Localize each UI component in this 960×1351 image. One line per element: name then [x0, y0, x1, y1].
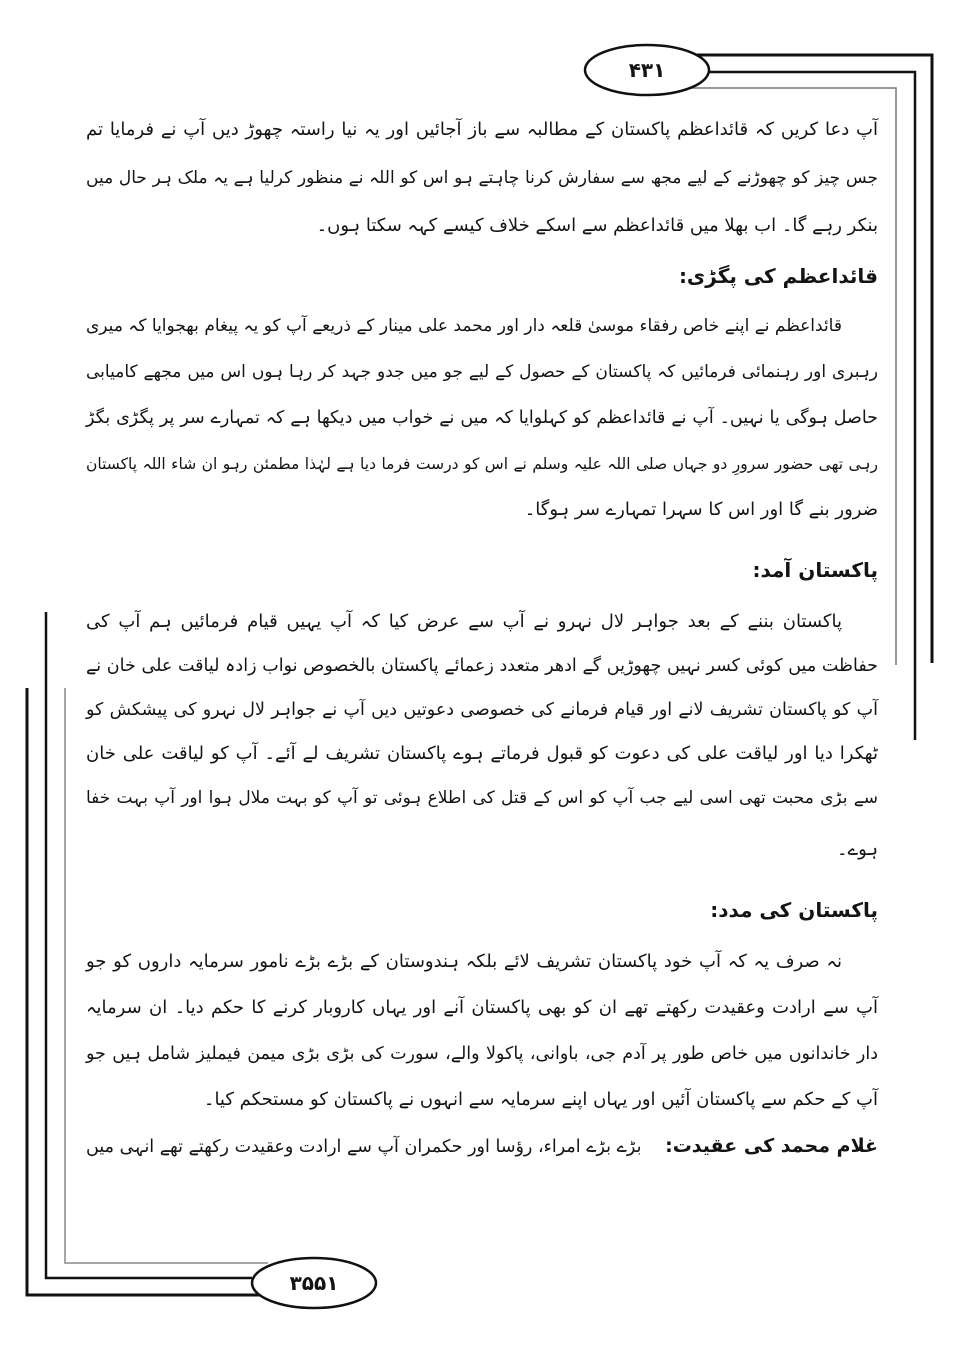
text-line: رہی تھی حضور سرورِ دو جہاں صلی اللہ علیہ وسلم نے اس کو درست فرما دیا ہے لہٰذا مطمئن رہو ان شاء اللہ پاکستان [86, 455, 878, 473]
text-line: ضرور بنے گا اور اس کا سہرا تمہارے سر ہوگا۔ [524, 499, 878, 520]
section-heading-pakistan-amad: پاکستان آمد: [752, 558, 878, 582]
text-line: پاکستان بننے کے بعد جواہر لال نہرو نے آپ سے عرض کیا کہ آپ یہیں قیام فرمائیں ہم آپ کی [86, 611, 842, 632]
text-line: جس چیز کو چھوڑنے کے لیے مجھ سے سفارش کرنا چاہتے ہو اس کو اللہ نے منظور کرلیا ہے یہ ملک ہر حال میں [86, 168, 878, 188]
text-line: آپ دعا کریں کہ قائداعظم پاکستان کے مطالبہ سے باز آجائیں اور یہ نیا راستہ چھوڑ دیں آپ نے فرمایا تم [86, 119, 878, 140]
text-line: حفاظت میں کوئی کسر نہیں چھوڑیں گے ادھر متعدد زعمائے پاکستان بالخصوص نواب زادہ لیاقت علی خان نے [86, 656, 878, 676]
text-line: آپ کو پاکستان تشریف لانے اور قیام فرمانے کی خصوصی دعوتیں دیں آپ نے جواہر لال نہرو کی پیشکش کو [86, 700, 878, 720]
text-line: ٹھکرا دیا اور لیاقت علی کی دعوت کو قبول فرماتے ہوے پاکستان تشریف لے آئے۔ آپ کو لیاقت علی خان [86, 743, 878, 764]
text-line-ghulam-muhammad [86, 1126, 878, 1166]
text-line: رہبری اور رہنمائی فرمائیں کہ پاکستان کے حصول کے لیے جو میں جدو جہد کر رہا ہوں اس میں مجھے کامیابی [86, 362, 878, 382]
section-heading-pakistan-madad: پاکستان کی مدد: [710, 898, 878, 922]
section-heading-quaid-pagri: قائداعظم کی پگڑی: [678, 264, 878, 288]
text-line: دار خاندانوں میں خاص طور پر آدم جی، باوانی، پاکولا والے، سورت کی بڑی بڑی میمن فیملیز شامل ہیں جو [86, 1044, 878, 1064]
text-line: آپ کے حکم سے پاکستان آئیں اور یہاں اپنے سرمایہ سے انہوں نے پاکستان کو مستحکم کیا۔ [203, 1089, 878, 1110]
section-heading-ghulam-muhammad: غلام محمد کی عقیدت: [665, 1135, 878, 1157]
text-line: سے بڑی محبت تھی اسی لیے جب آپ کو اس کے قتل کی اطلاع ہوئی تو آپ کو بہت ملال ہوا اور آپ بہت خفا [86, 788, 878, 808]
text-line: آپ سے ارادت وعقیدت رکھتے تھے ان کو بھی پاکستان آنے اور یہاں کاروبار کرنے کا حکم دیا۔ ان سرمایہ [86, 997, 878, 1018]
text-line: بڑے بڑے امراء، رؤسا اور حکمران آپ سے ارادت وعقیدت رکھتے تھے انہی میں [86, 1137, 642, 1157]
page-number-top: ۴۳۱ [628, 58, 666, 82]
page-number-bottom: ۳۵۵۱ [289, 1271, 339, 1295]
text-line: نہ صرف یہ کہ آپ خود پاکستان تشریف لائے بلکہ ہندوستان کے بڑے بڑے نامور سرمایہ داروں کو جو [86, 951, 842, 972]
text-line: حاصل ہوگی یا نہیں۔ آپ نے قائداعظم کو کہلوایا کہ میں نے خواب میں دیکھا ہے کہ تمہارے سر پر پگڑی بگڑ [86, 408, 878, 428]
text-line: ہوے۔ [837, 839, 878, 860]
text-line: قائداعظم نے اپنے خاص رفقاء موسیٰ قلعہ دار اور محمد علی مینار کے ذریعے آپ کو یہ پیغام بھجوایا کہ میری [86, 316, 842, 336]
text-line: بنکر رہے گا۔ اب بھلا میں قائداعظم سے اسکے خلاف کیسے کہہ سکتا ہوں۔ [316, 215, 878, 236]
